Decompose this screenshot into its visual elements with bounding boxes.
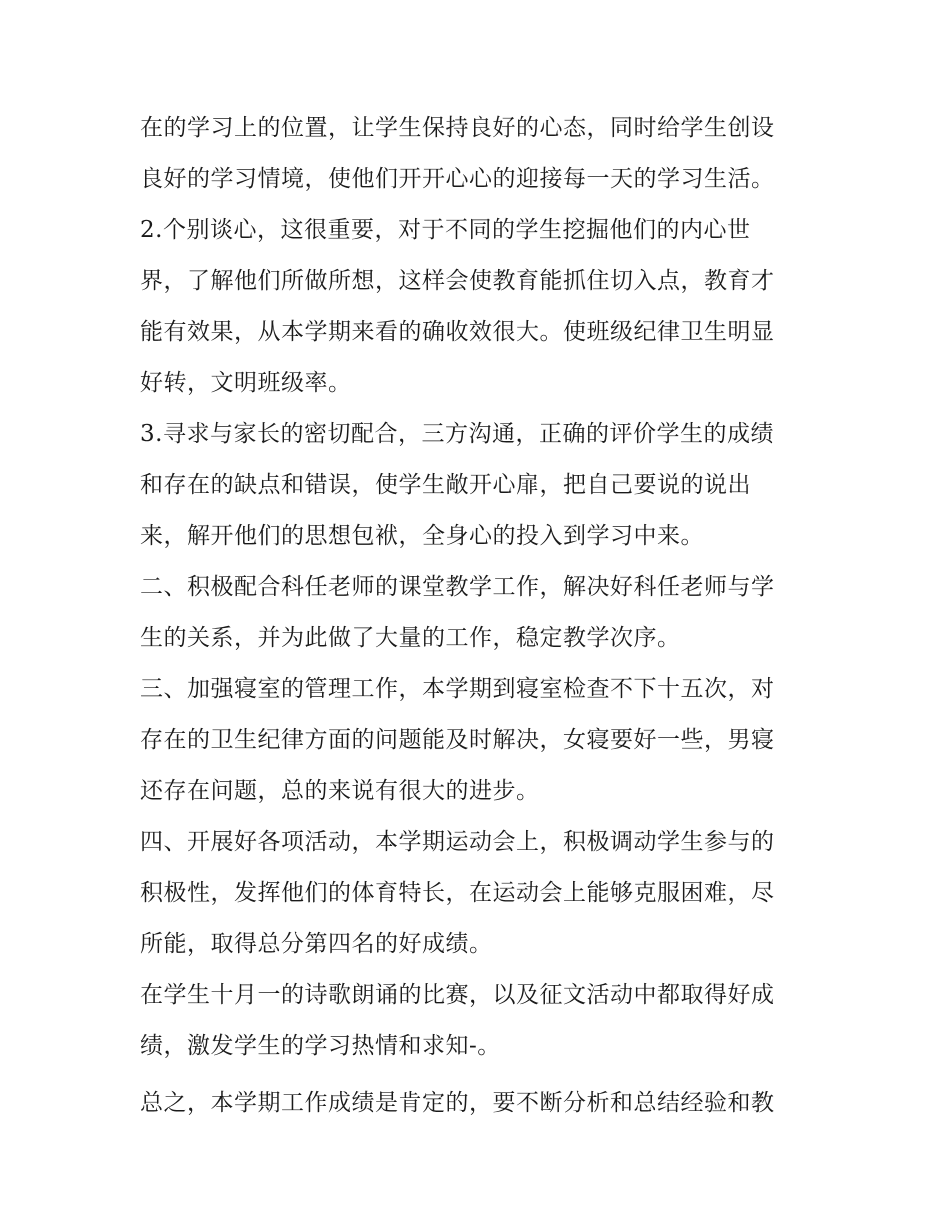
text-line: 四、开展好各项活动，本学期运动会上，积极调动学生参与的 [140, 829, 775, 855]
text-line: 总之，本学期工作成绩是肯定的，要不断分析和总结经验和教 [140, 1090, 775, 1116]
document-body [140, 103, 820, 1129]
text-line: 存在的卫生纪律方面的问题能及时解决，女寝要好一些，男寝 [140, 727, 775, 753]
text-line: 积极性，发挥他们的体育特长，在运动会上能够克服困难，尽 [140, 880, 775, 906]
text-line: 所能，取得总分第四名的好成绩。 [140, 931, 493, 957]
text-line: 3.寻求与家长的密切配合，三方沟通，正确的评价学生的成绩 [140, 421, 774, 447]
text-line: 三、加强寝室的管理工作，本学期到寝室检查不下十五次，对 [140, 676, 775, 702]
text-line: 在学生十月一的诗歌朗诵的比赛，以及征文活动中都取得好成 [140, 982, 775, 1008]
text-line: 2.个别谈心，这很重要，对于不同的学生挖掘他们的内心世 [140, 217, 751, 243]
text-line: 良好的学习情境，使他们开开心心的迎接每一天的学习生活。 [140, 166, 775, 192]
text-line: 好转，文明班级率。 [140, 370, 352, 396]
text-line: 能有效果，从本学期来看的确收效很大。使班级纪律卫生明显 [140, 319, 775, 345]
text-line: 还存在问题，总的来说有很大的进步。 [140, 778, 540, 804]
text-line: 来，解开他们的思想包袱，全身心的投入到学习中来。 [140, 523, 704, 549]
text-line: 二、积极配合科任老师的课堂教学工作，解决好科任老师与学 [140, 574, 775, 600]
text-line: 界，了解他们所做所想，这样会使教育能抓住切入点，教育才 [140, 268, 775, 294]
text-line: 绩，激发学生的学习热情和求知-。 [140, 1033, 501, 1059]
text-line: 在的学习上的位置，让学生保持良好的心态，同时给学生创设 [140, 115, 775, 141]
text-line: 生的关系，并为此做了大量的工作，稳定教学次序。 [140, 625, 681, 651]
text-line: 和存在的缺点和错误，使学生敞开心扉，把自己要说的说出 [140, 472, 751, 498]
